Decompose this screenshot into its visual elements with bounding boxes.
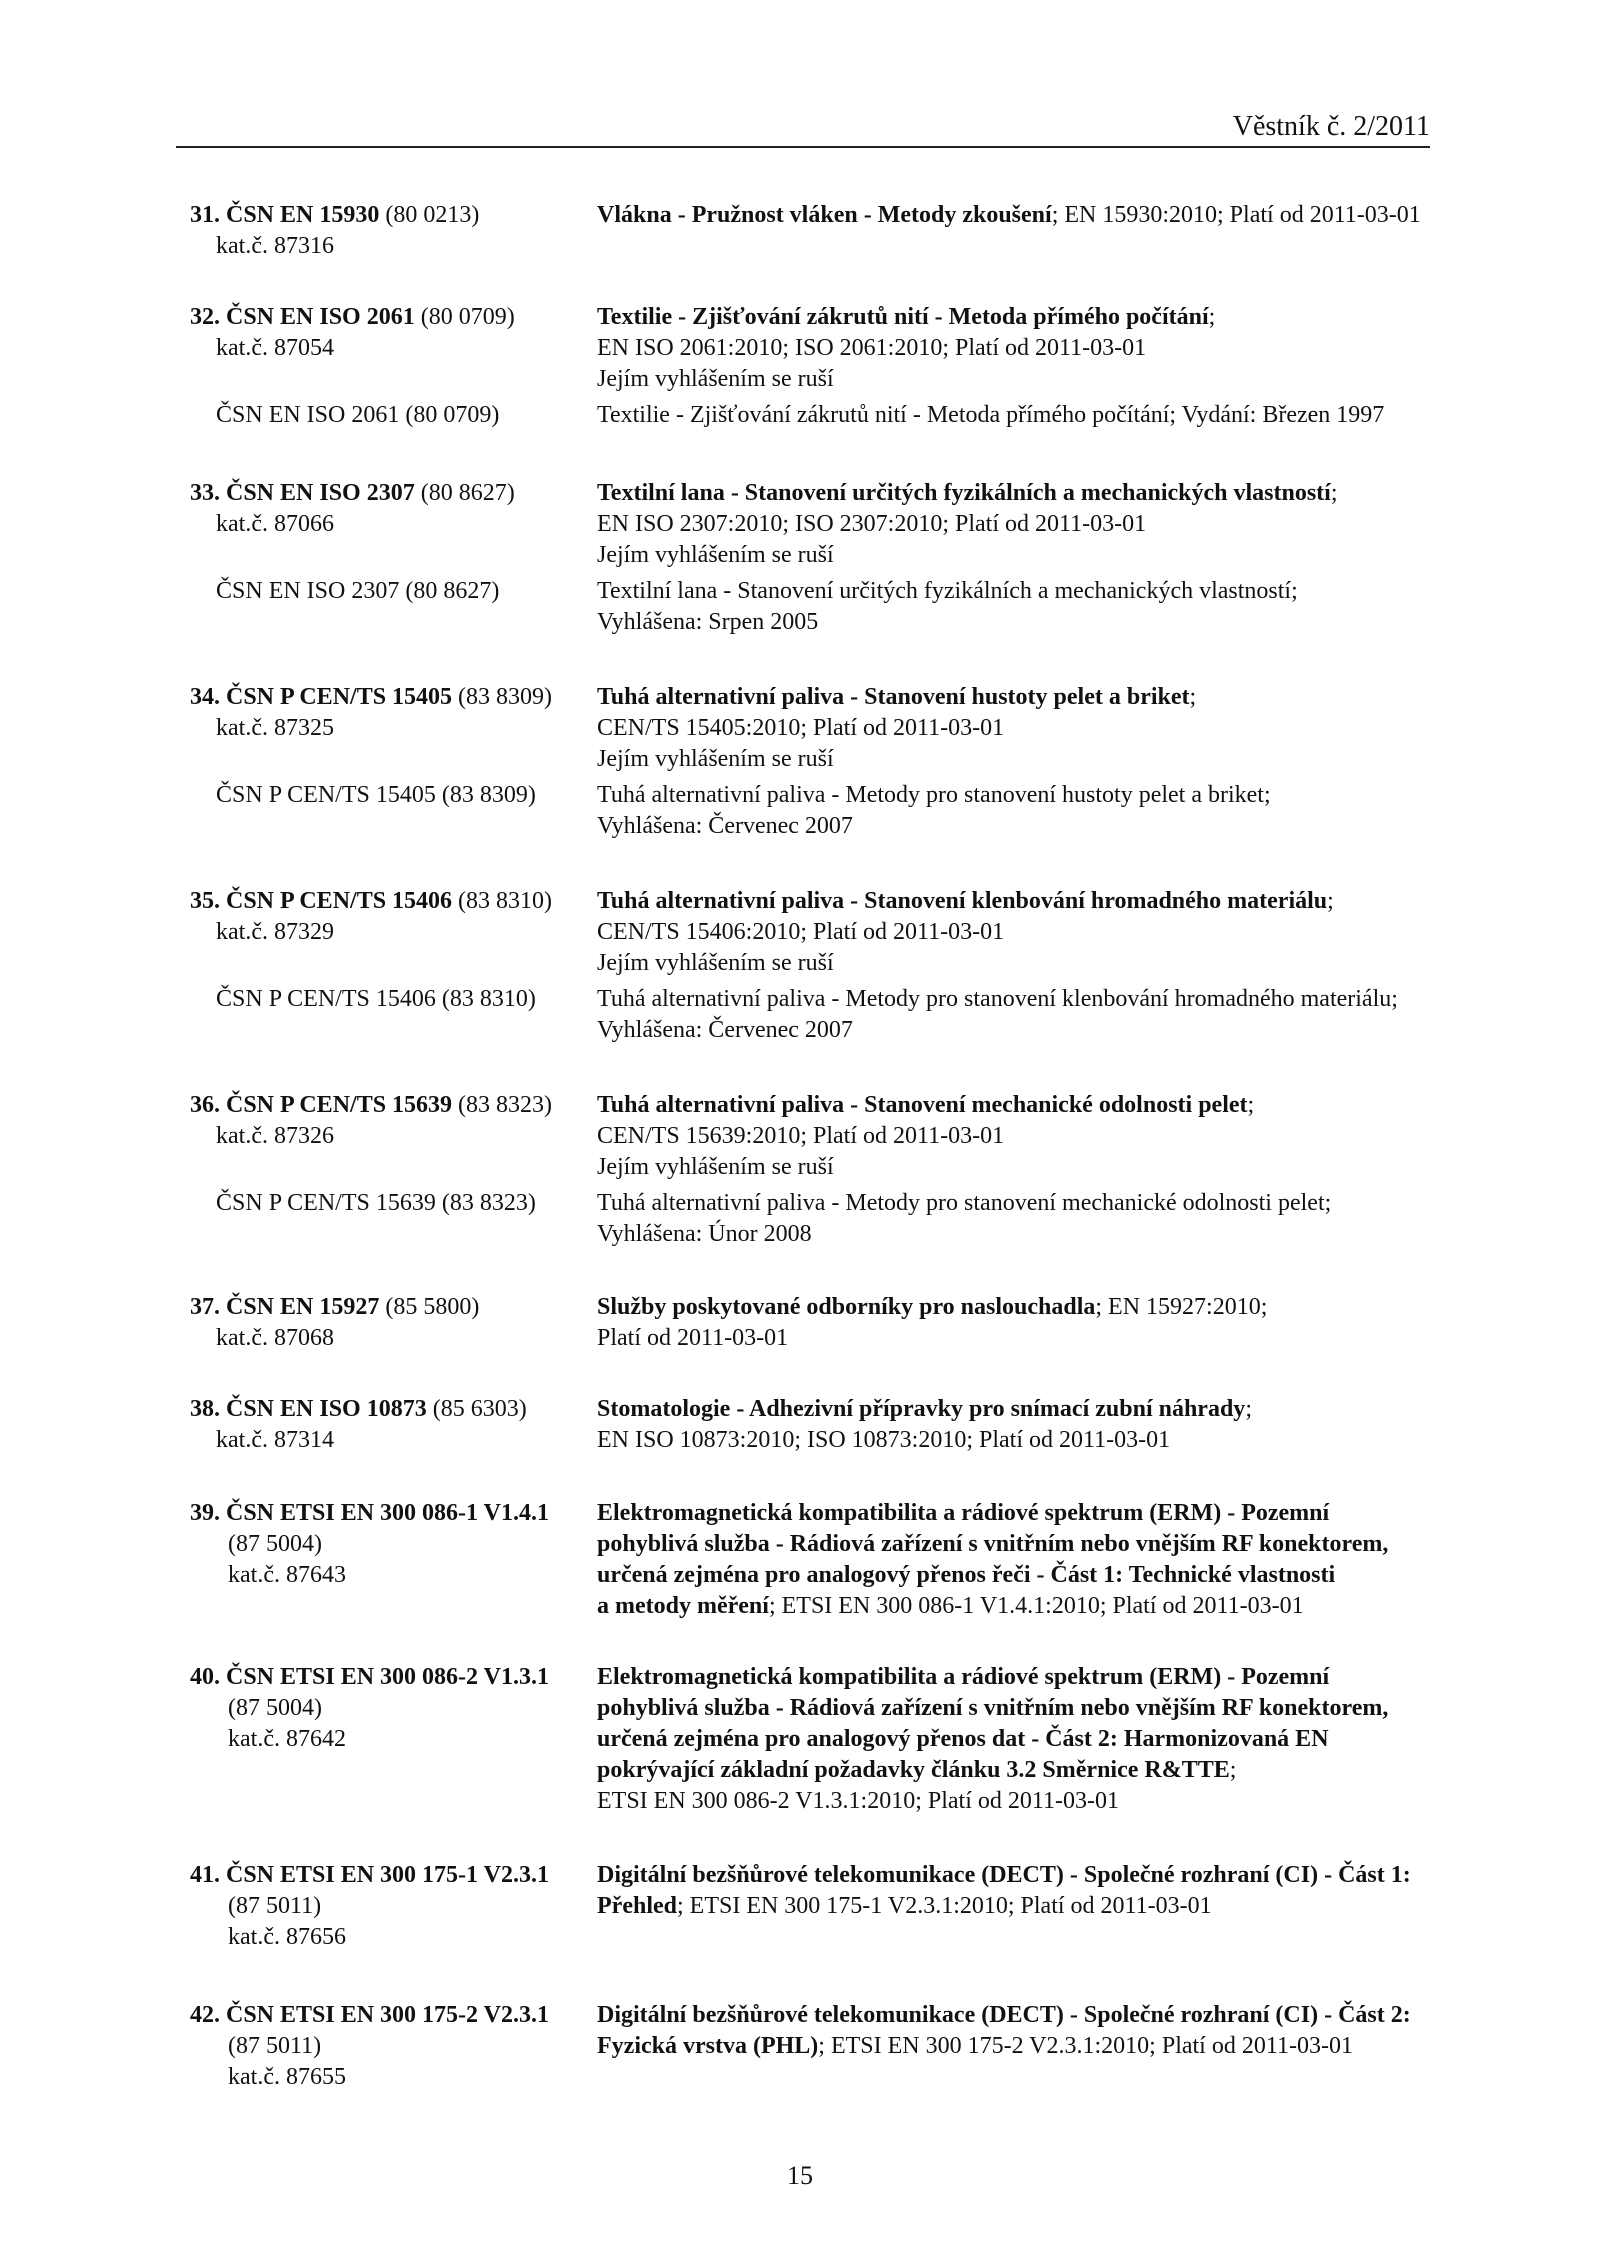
catalog-number: kat.č. 87656 (228, 1924, 346, 1950)
standard-title: Vlákna - Pružnost vláken - Metody zkoušení (597, 202, 1052, 228)
standard-title-line: pohyblivá služba - Rádiová zařízení s vnitřním nebo vnějším RF konektorem, (597, 1531, 1389, 1557)
entry-number: 38. (190, 1396, 220, 1422)
standard-details: ETSI EN 300 086-2 V1.3.1:2010; Platí od 2011-03-01 (597, 1788, 1119, 1814)
entry-number: 39. (190, 1500, 220, 1526)
standard-code: ČSN EN ISO 2307 (226, 480, 415, 506)
catalog-number: kat.č. 87066 (216, 511, 334, 537)
classification-code: (87 5011) (228, 2033, 322, 2059)
replaced-standard-code (190, 400, 590, 431)
catalog-number: kat.č. 87655 (228, 2064, 346, 2090)
standard-identifier (190, 2000, 590, 2093)
entry-number: 40. (190, 1664, 220, 1690)
standard-identifier (190, 1498, 590, 1591)
classification-code: (83 8310) (458, 888, 553, 914)
standard-description (597, 302, 1447, 395)
standard-description (597, 1394, 1447, 1456)
replaced-standard-description (597, 400, 1447, 431)
punctuation: ; (1208, 304, 1216, 330)
validity-date: Platí od 2011-03-01 (597, 1325, 789, 1351)
standard-title-line: určená zejména pro analogový přenos řeči - Část 1: Technické vlastnosti (597, 1562, 1336, 1588)
classification-code: (85 5800) (385, 1294, 480, 1320)
standard-title-line: pohyblivá služba - Rádiová zařízení s vnitřním nebo vnějším RF konektorem, (597, 1695, 1389, 1721)
standard-code: ČSN P CEN/TS 15639 (226, 1092, 453, 1118)
entry-number: 41. (190, 1862, 220, 1888)
standard-details: CEN/TS 15405:2010; Platí od 2011-03-01 (597, 715, 1005, 741)
replaces-note: Jejím vyhlášením se ruší (597, 366, 834, 392)
standard-details: CEN/TS 15639:2010; Platí od 2011-03-01 (597, 1123, 1005, 1149)
standard-code: ČSN EN 15927 (226, 1294, 380, 1320)
catalog-number: kat.č. 87326 (216, 1123, 334, 1149)
catalog-number: kat.č. 87642 (228, 1726, 346, 1752)
standard-code: ČSN ETSI EN 300 086-1 V1.4.1 (226, 1500, 549, 1526)
replaced-standard-description (597, 1188, 1447, 1250)
catalog-number: kat.č. 87316 (216, 233, 334, 259)
replaces-note: Jejím vyhlášením se ruší (597, 542, 834, 568)
standard-title: Tuhá alternativní paliva - Stanovení hustoty pelet a briket (597, 684, 1190, 710)
standard-title-line: určená zejména pro analogový přenos dat - Část 2: Harmonizovaná EN (597, 1726, 1329, 1752)
replaced-code-text: ČSN EN ISO 2307 (80 8627) (216, 578, 500, 604)
catalog-number: kat.č. 87329 (216, 919, 334, 945)
entry-number: 34. (190, 684, 220, 710)
replaced-code-text: ČSN P CEN/TS 15406 (83 8310) (216, 986, 536, 1012)
catalog-number: kat.č. 87068 (216, 1325, 334, 1351)
classification-code: (80 0709) (420, 304, 515, 330)
replaced-standard-code (190, 984, 590, 1015)
replaced-issue-date: Vyhlášena: Červenec 2007 (597, 813, 853, 839)
standard-title-line: Digitální bezšňůrové telekomunikace (DECT) - Společné rozhraní (CI) - Část 2: (597, 2002, 1411, 2028)
standard-identifier (190, 1662, 590, 1755)
replaced-code-text: ČSN P CEN/TS 15405 (83 8309) (216, 782, 536, 808)
catalog-number: kat.č. 87314 (216, 1427, 334, 1453)
standard-title: Textilní lana - Stanovení určitých fyzikálních a mechanických vlastností (597, 480, 1331, 506)
entry-number: 42. (190, 2002, 220, 2028)
standard-identifier (190, 1292, 590, 1354)
replaced-issue-date: Vyhlášena: Srpen 2005 (597, 609, 819, 635)
standard-details: ; ETSI EN 300 175-2 V2.3.1:2010; Platí od 2011-03-01 (818, 2033, 1353, 2059)
standard-code: ČSN EN ISO 10873 (226, 1396, 427, 1422)
standard-description (597, 2000, 1447, 2062)
standard-code: ČSN ETSI EN 300 086-2 V1.3.1 (226, 1664, 549, 1690)
standard-title-line: pokrývající základní požadavky článku 3.2 Směrnice R&TTE (597, 1757, 1230, 1783)
standard-title-line: a metody měření (597, 1593, 769, 1619)
standard-title-line: Fyzická vrstva (PHL) (597, 2033, 819, 2059)
standard-description (597, 1860, 1447, 1922)
catalog-number: kat.č. 87054 (216, 335, 334, 361)
standard-identifier (190, 886, 590, 948)
classification-code: (85 6303) (432, 1396, 527, 1422)
replaced-code-text: ČSN P CEN/TS 15639 (83 8323) (216, 1190, 536, 1216)
standard-identifier (190, 682, 590, 744)
entry-number: 33. (190, 480, 220, 506)
standard-title-line: Elektromagnetická kompatibilita a rádiové spektrum (ERM) - Pozemní (597, 1664, 1330, 1690)
replaced-standard-description (597, 576, 1447, 638)
standard-details: ; ETSI EN 300 086-1 V1.4.1:2010; Platí od 2011-03-01 (768, 1593, 1304, 1619)
standard-title: Stomatologie - Adhezivní přípravky pro snímací zubní náhrady (597, 1396, 1246, 1422)
standard-identifier (190, 302, 590, 364)
replaces-note: Jejím vyhlášením se ruší (597, 950, 834, 976)
page-number: 15 (787, 2161, 813, 2190)
punctuation: ; (1330, 480, 1338, 506)
punctuation: ; (1189, 684, 1197, 710)
entry-number: 32. (190, 304, 220, 330)
standard-identifier (190, 1394, 590, 1456)
replaces-note: Jejím vyhlášením se ruší (597, 746, 834, 772)
classification-code: (87 5004) (228, 1531, 322, 1557)
standard-identifier (190, 1860, 590, 1953)
replaced-standard-code (190, 1188, 590, 1219)
punctuation: ; (1247, 1092, 1255, 1118)
replaced-issue-date: Vyhlášena: Červenec 2007 (597, 1017, 853, 1043)
standard-identifier (190, 478, 590, 540)
standard-details: EN ISO 2307:2010; ISO 2307:2010; Platí od 2011-03-01 (597, 511, 1147, 537)
standard-code: ČSN EN ISO 2061 (226, 304, 415, 330)
standard-details: ; ETSI EN 300 175-1 V2.3.1:2010; Platí od 2011-03-01 (676, 1893, 1212, 1919)
standard-description (597, 478, 1447, 571)
standard-details: ; EN 15927:2010; (1095, 1294, 1268, 1320)
replaced-standard-description (597, 984, 1447, 1046)
punctuation: ; (1245, 1396, 1252, 1422)
replaced-standard-code (190, 780, 590, 811)
standard-code: ČSN ETSI EN 300 175-1 V2.3.1 (226, 1862, 549, 1888)
replaced-code-text: ČSN EN ISO 2061 (80 0709) (216, 402, 500, 428)
standard-title-line: Přehled (597, 1893, 677, 1919)
standard-title: Tuhá alternativní paliva - Stanovení mechanické odolnosti pelet (597, 1092, 1248, 1118)
replaced-title: Textilie - Zjišťování zákrutů nití - Metoda přímého počítání; Vydání: Březen 1997 (597, 402, 1385, 428)
classification-code: (83 8323) (458, 1092, 553, 1118)
classification-code: (87 5011) (228, 1893, 322, 1919)
entry-number: 35. (190, 888, 220, 914)
standard-description (597, 1498, 1447, 1622)
replaced-title: Textilní lana - Stanovení určitých fyzikálních a mechanických vlastností; (597, 578, 1298, 604)
standard-title-line: Digitální bezšňůrové telekomunikace (DECT) - Společné rozhraní (CI) - Část 1: (597, 1862, 1411, 1888)
standard-title: Textilie - Zjišťování zákrutů nití - Metoda přímého počítání (597, 304, 1209, 330)
entry-number: 37. (190, 1294, 220, 1320)
standard-description (597, 1662, 1447, 1817)
classification-code: (80 0213) (385, 202, 480, 228)
classification-code: (87 5004) (228, 1695, 322, 1721)
standard-title: Tuhá alternativní paliva - Stanovení klenbování hromadného materiálu (597, 888, 1328, 914)
standard-description (597, 1292, 1447, 1354)
punctuation: ; (1327, 888, 1334, 914)
standard-details: ; EN 15930:2010; Platí od 2011-03-01 (1051, 202, 1421, 228)
standard-code: ČSN P CEN/TS 15406 (226, 888, 453, 914)
standard-code: ČSN EN 15930 (226, 202, 380, 228)
replaced-title: Tuhá alternativní paliva - Metody pro stanovení hustoty pelet a briket; (597, 782, 1271, 808)
catalog-number: kat.č. 87643 (228, 1562, 346, 1588)
replaced-title: Tuhá alternativní paliva - Metody pro stanovení mechanické odolnosti pelet; (597, 1190, 1332, 1216)
replaces-note: Jejím vyhlášením se ruší (597, 1154, 834, 1180)
standard-title: Služby poskytované odborníky pro naslouchadla (597, 1294, 1096, 1320)
header-divider (176, 146, 1430, 148)
standard-details: EN ISO 10873:2010; ISO 10873:2010; Platí od 2011-03-01 (597, 1427, 1171, 1453)
entry-number: 31. (190, 202, 220, 228)
standard-identifier (190, 1090, 590, 1152)
standard-description (597, 886, 1447, 979)
standard-title-line: Elektromagnetická kompatibilita a rádiové spektrum (ERM) - Pozemní (597, 1500, 1330, 1526)
replaced-standard-code (190, 576, 590, 607)
classification-code: (80 8627) (420, 480, 515, 506)
standard-description (597, 1090, 1447, 1183)
punctuation: ; (1229, 1757, 1237, 1783)
catalog-number: kat.č. 87325 (216, 715, 334, 741)
standard-identifier (190, 200, 590, 262)
replaced-issue-date: Vyhlášena: Únor 2008 (597, 1221, 812, 1247)
entry-number: 36. (190, 1092, 220, 1118)
bulletin-header-title: Věstník č. 2/2011 (1232, 111, 1430, 142)
standard-description (597, 200, 1447, 231)
standard-details: EN ISO 2061:2010; ISO 2061:2010; Platí od 2011-03-01 (597, 335, 1147, 361)
standard-code: ČSN P CEN/TS 15405 (226, 684, 453, 710)
replaced-title: Tuhá alternativní paliva - Metody pro stanovení klenbování hromadného materiálu; (597, 986, 1398, 1012)
replaced-standard-description (597, 780, 1447, 842)
classification-code: (83 8309) (458, 684, 553, 710)
standard-details: CEN/TS 15406:2010; Platí od 2011-03-01 (597, 919, 1005, 945)
standard-description (597, 682, 1447, 775)
standard-code: ČSN ETSI EN 300 175-2 V2.3.1 (226, 2002, 549, 2028)
